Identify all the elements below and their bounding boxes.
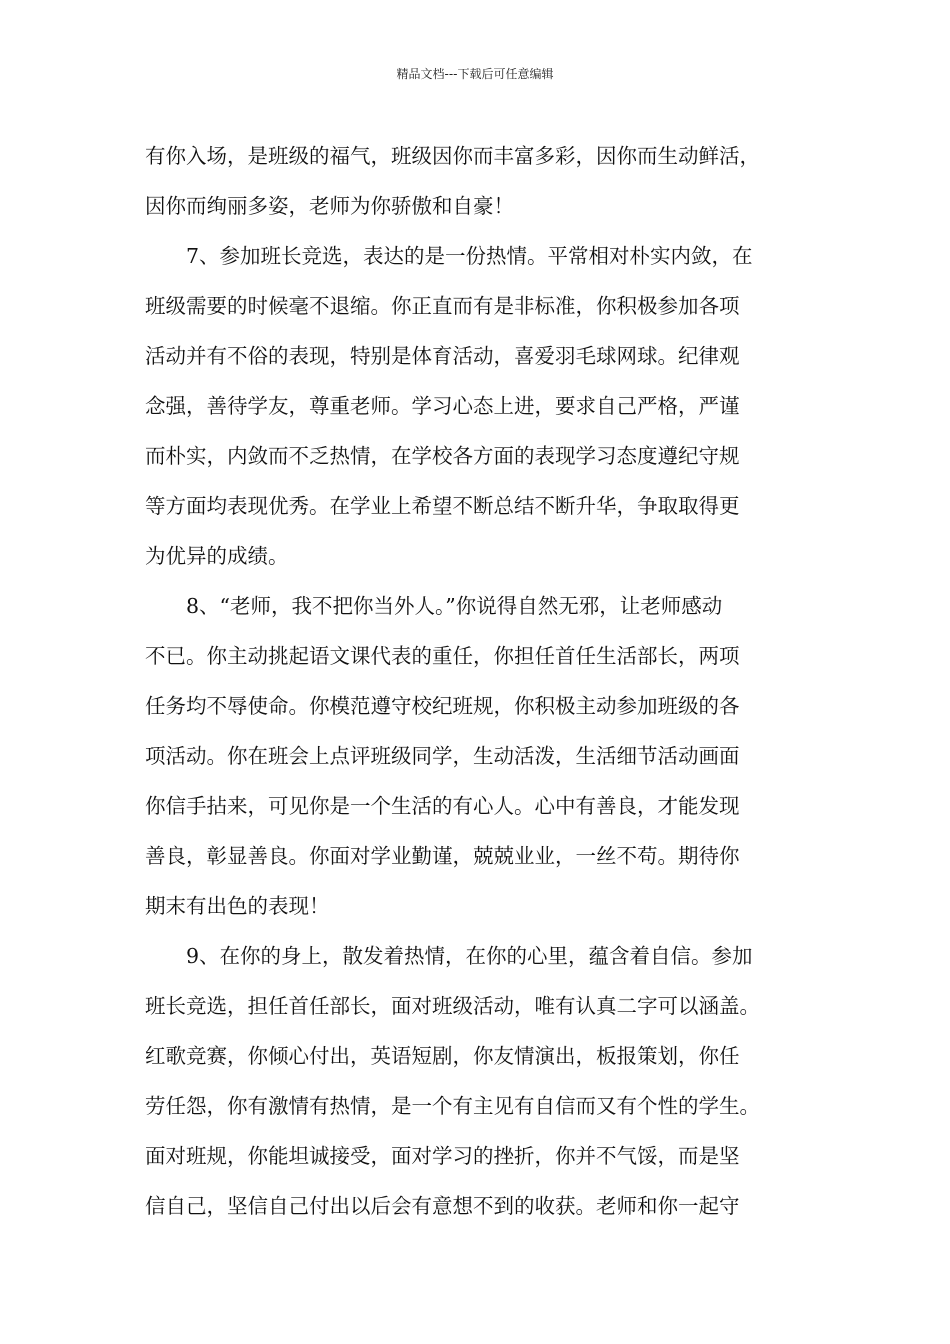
text-line: 因你而绚丽多姿，老师为你骄傲和自豪！ xyxy=(145,194,514,218)
page-header: 精品文档---下载后可任意编辑 xyxy=(396,67,554,81)
text-line: 善良，彰显善良。你面对学业勤谨，兢兢业业，一丝不苟。期待你 xyxy=(145,844,740,868)
text-line: 7、参加班长竞选，表达的是一份热情。平常相对朴实内敛，在 xyxy=(186,244,753,268)
text-line: 期末有出色的表现！ xyxy=(145,894,330,918)
text-line: 9、在你的身上，散发着热情，在你的心里，蕴含着自信。参加 xyxy=(186,944,753,968)
text-line: 红歌竞赛，你倾心付出，英语短剧，你友情演出，板报策划，你任 xyxy=(145,1044,740,1068)
text-line: 活动并有不俗的表现，特别是体育活动，喜爱羽毛球网球。纪律观 xyxy=(145,344,740,368)
text-line: 8、“老师，我不把你当外人。”你说得自然无邪，让老师感动 xyxy=(186,594,723,618)
text-line: 等方面均表现优秀。在学业上希望不断总结不断升华，争取取得更 xyxy=(145,494,740,518)
text-line: 你信手拈来，可见你是一个生活的有心人。心中有善良，才能发现 xyxy=(145,794,740,818)
text-line: 为优异的成绩。 xyxy=(145,544,289,568)
text-line: 劳任怨，你有激情有热情，是一个有主见有自信而又有个性的学生。 xyxy=(145,1094,760,1118)
text-line: 而朴实，内敛而不乏热情，在学校各方面的表现学习态度遵纪守规 xyxy=(145,444,740,468)
text-line: 项活动。你在班会上点评班级同学，生动活泼，生活细节活动画面 xyxy=(145,744,740,768)
text-line: 不已。你主动挑起语文课代表的重任，你担任首任生活部长，两项 xyxy=(145,644,740,668)
text-line: 念强，善待学友，尊重老师。学习心态上进，要求自己严格，严谨 xyxy=(145,394,740,418)
text-line: 任务均不辱使命。你模范遵守校纪班规，你积极主动参加班级的各 xyxy=(145,694,740,718)
text-line: 班长竞选，担任首任部长，面对班级活动，唯有认真二字可以涵盖。 xyxy=(145,994,760,1018)
text-line: 信自己，坚信自己付出以后会有意想不到的收获。老师和你一起守 xyxy=(145,1194,740,1218)
text-line: 面对班规，你能坦诚接受，面对学习的挫折，你并不气馁，而是坚 xyxy=(145,1144,740,1168)
text-line: 有你入场，是班级的福气，班级因你而丰富多彩，因你而生动鲜活， xyxy=(145,144,760,168)
body-text xyxy=(145,131,810,1231)
text-line: 班级需要的时候毫不退缩。你正直而有是非标准，你积极参加各项 xyxy=(145,294,740,318)
